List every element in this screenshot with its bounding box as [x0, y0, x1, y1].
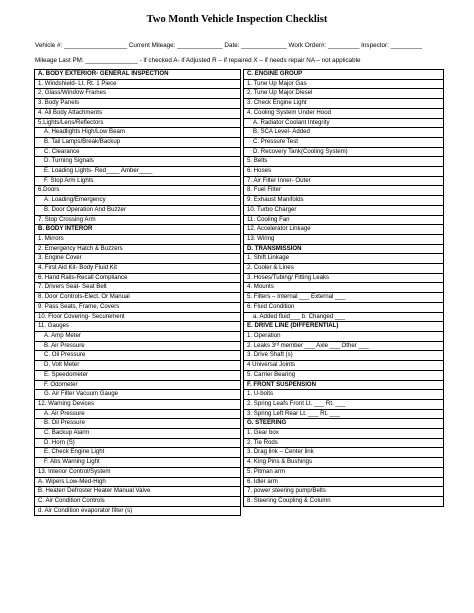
checklist-item: C. Backup Alarm [35, 429, 241, 439]
checklist-row [244, 234, 444, 244]
checklist-item: 1. Gear box [244, 429, 444, 439]
checklist-row [35, 380, 241, 390]
checklist-item: 3. Hoses/Tubing/ Fitting Leaks [244, 273, 444, 283]
checklist-row [244, 458, 444, 468]
checklist-row [244, 331, 444, 341]
checklist-row [244, 351, 444, 361]
checklist-row [35, 302, 241, 312]
section-header-row [244, 380, 444, 390]
checklist-row [244, 254, 444, 264]
checklist-item: A. Amp Meter [35, 331, 241, 341]
checklist-item: F. Odometer [35, 380, 241, 390]
checklist-item: 1. Operation [244, 331, 444, 341]
checklist-item: 12. Warning Devices [35, 399, 241, 409]
checklist-item: 3. Body Panels [35, 99, 241, 109]
checklist-item: 4. All Body Attachments [35, 108, 241, 118]
checklist-item: C. Oil Pressure [35, 351, 241, 361]
checklist-item: 3. Drive Shaft (s) [244, 351, 444, 361]
checklist-row [244, 79, 444, 89]
checklist-row [244, 273, 444, 283]
checklist-item: G. Air Filter Vacuum Gauge [35, 390, 241, 400]
section-header-row [244, 244, 444, 254]
checklist-row [35, 361, 241, 371]
checklist-item: C. Pressure Test [244, 137, 444, 147]
checklist-item: 13. Interior Control/System [35, 467, 241, 477]
checklist-item: E. Loading Lights- Red____ Amber____ [35, 167, 241, 177]
checklist-item: 4. King Pins & Bushings [244, 458, 444, 468]
checklist-row [35, 234, 241, 244]
checklist-row [244, 429, 444, 439]
checklist-item: D. Recovery Tank(Cooling System) [244, 147, 444, 157]
checklist-item: A. Air Pressure [35, 409, 241, 419]
checklist-row [244, 448, 444, 458]
checklist-row [244, 283, 444, 293]
checklist-row [244, 312, 444, 322]
checklist-row [244, 128, 444, 138]
checklist-item: 5. Belts [244, 157, 444, 167]
checklist-row [244, 108, 444, 118]
checklist-item: 1. U-bolts [244, 390, 444, 400]
checklist-item: 4 Universal Joints [244, 361, 444, 371]
checklist-item: 2. Leaks 3ʳᵈ member ___ Axle ___ Other ___ [244, 341, 444, 351]
checklist-row [35, 293, 241, 303]
checklist-row [244, 370, 444, 380]
checklist-row [244, 390, 444, 400]
checklist-item: 8. Fuel Filter [244, 186, 444, 196]
checklist-row [35, 312, 241, 322]
checklist-item: 6. Idler arm [244, 477, 444, 487]
checklist-row [35, 477, 241, 487]
checklist-item: E. Check Engine Light [35, 448, 241, 458]
checklist-row [244, 118, 444, 128]
checklist-row [35, 322, 241, 332]
section-header-row [244, 419, 444, 429]
checklist-row [35, 390, 241, 400]
checklist-row [244, 409, 444, 419]
checklist-item: D. Horn (S) [35, 438, 241, 448]
checklist-item: B. SCA Level- Added [244, 128, 444, 138]
section-header-row [244, 70, 444, 80]
checklist-row [35, 137, 241, 147]
checklist-item: B. Tail Lamps/Break/Backup [35, 137, 241, 147]
checklist-row [244, 264, 444, 274]
checklist-row [35, 409, 241, 419]
section-header-row [244, 322, 444, 332]
checklist-item: 12. Accelerator Linkage [244, 225, 444, 235]
checklist-row [35, 254, 241, 264]
checklist-item: F. Stop Arm Lights [35, 176, 241, 186]
checklist-item: 2. Spring Leafs Front Lt. ___ Rt. ___ [244, 399, 444, 409]
checklist-row [35, 186, 241, 196]
section-header: E. DRIVE LINE (DIFFERENTIAL) [244, 322, 444, 332]
checklist-item: 2. Glass/Window Frames [35, 89, 241, 99]
checklist-item: a. Added fluid___ b. Changed ___ [244, 312, 444, 322]
checklist-row [244, 167, 444, 177]
checklist-item: B. Heater/ Defroster Heater Manual Valve [35, 487, 241, 497]
checklist-item: B. Air Pressure [35, 341, 241, 351]
checklist-row [35, 205, 241, 215]
checklist-row [35, 429, 241, 439]
checklist-item: 4. Cooling System Under Hood [244, 108, 444, 118]
checklist-item: 10. Turbo Charger [244, 205, 444, 215]
checklist-item: 3. Check Engine Light [244, 99, 444, 109]
checklist-row [35, 176, 241, 186]
checklist-item: 7. power steering pump/Belts [244, 487, 444, 497]
checklist-item: d. Air Condition evaporator filter (s) [35, 506, 241, 516]
checklist-row [35, 89, 241, 99]
checklist-row [35, 438, 241, 448]
checklist-row [35, 196, 241, 206]
checklist-item: C. Clearance [35, 147, 241, 157]
checklist-row [35, 448, 241, 458]
checklist-row [35, 264, 241, 274]
checklist-row [244, 89, 444, 99]
checklist-item: 5. Filters – Internal ___ External ___ [244, 293, 444, 303]
checklist-item: 3. Drag link – Center link [244, 448, 444, 458]
checklist-item: B. Door Operation And Buzzer [35, 205, 241, 215]
checklist-row [244, 147, 444, 157]
checklist-item: 1. Mirrors [35, 234, 241, 244]
checklist-row [35, 167, 241, 177]
checklist-item: A. Headlights High/Low Beam [35, 128, 241, 138]
checklist-item: 9. Exhaust Manifolds [244, 196, 444, 206]
checklist-row [35, 341, 241, 351]
checklist-item: E. Speedometer [35, 370, 241, 380]
checklist-row [35, 283, 241, 293]
section-header: G. STEERING [244, 419, 444, 429]
checklist-row [35, 351, 241, 361]
section-header: D. TRANSMISSION [244, 244, 444, 254]
checklist-item: 6. Hand Rails-Recall Compliance [35, 273, 241, 283]
checklist-row [35, 215, 241, 225]
checklist-item: 4. Mounts [244, 283, 444, 293]
checklist-row [35, 157, 241, 167]
checklist-item: 6.Doors [35, 186, 241, 196]
checklist-row [35, 419, 241, 429]
checklist-item: A. Wipers Low-Med-High [35, 477, 241, 487]
checklist-row [244, 215, 444, 225]
checklist-row [244, 496, 444, 506]
checklist-item: D. Volt Meter [35, 361, 241, 371]
right-checklist-table [243, 69, 444, 507]
checklist-item: 2. Emergency Hatch & Buzzers [35, 244, 241, 254]
checklist-item: 1. Shift Linkage [244, 254, 444, 264]
legend-line: Mileage Last PM: _______________ - if checked A- if Adjusted R – if repaired X – if needs repair NA – not applicable [35, 57, 361, 64]
checklist-row [35, 487, 241, 497]
checklist-row [35, 458, 241, 468]
checklist-row [244, 99, 444, 109]
checklist-item: 2. Tune Up Major Diesel [244, 89, 444, 99]
checklist-item: 5. Pitman arm [244, 467, 444, 477]
checklist-row [244, 438, 444, 448]
checklist-row [244, 477, 444, 487]
section-header-row [35, 70, 241, 80]
checklist-row [35, 244, 241, 254]
checklist-row [244, 399, 444, 409]
checklist-row [35, 467, 241, 477]
section-header: B. BODY INTEROR [35, 225, 241, 235]
checklist-row [35, 506, 241, 516]
checklist-row [244, 196, 444, 206]
checklist-row [244, 467, 444, 477]
checklist-item: 5.Lights/Lens/Reflectors [35, 118, 241, 128]
vehicle-info-line: Vehicle #: __________________ Current Mileage: _____________ Date: _____________ Work Order#: _________ Inspector: _________ [35, 42, 423, 49]
checklist-row [244, 137, 444, 147]
section-header: A. BODY EXTERIOR- GENERAL INSPECTION [35, 70, 241, 80]
checklist-item: 7. Air Filter Inner- Outer [244, 176, 444, 186]
checklist-item: 3. Engine Cover [35, 254, 241, 264]
checklist-row [35, 331, 241, 341]
checklist-item: 2. Tie Rods [244, 438, 444, 448]
section-header-row [35, 225, 241, 235]
checklist-item: D. Turning Signals [35, 157, 241, 167]
checklist-row [35, 128, 241, 138]
checklist-item: 8. Door Controls-Elect. Or Manual [35, 293, 241, 303]
checklist-row [244, 302, 444, 312]
checklist-item: 1. Tune Up Major Gas [244, 79, 444, 89]
checklist-row [35, 399, 241, 409]
checklist-row [244, 176, 444, 186]
checklist-row [244, 341, 444, 351]
checklist-row [244, 157, 444, 167]
checklist-row [35, 147, 241, 157]
checklist-row [35, 79, 241, 89]
checklist-item: 6. Hoses [244, 167, 444, 177]
section-header: F. FRONT SUSPENSION [244, 380, 444, 390]
checklist-row [244, 487, 444, 497]
checklist-item: 13. Wiring [244, 234, 444, 244]
checklist-item: 7. Stop Crossing Arm [35, 215, 241, 225]
page-title: Two Month Vehicle Inspection Checklist [146, 14, 328, 25]
checklist-item: F. Abs Warning Light [35, 458, 241, 468]
checklist-row [244, 293, 444, 303]
checklist-item: 10. Floor Covering- Securement [35, 312, 241, 322]
checklist-row [35, 496, 241, 506]
checklist-row [35, 118, 241, 128]
section-header: C. ENGINE GROUP [244, 70, 444, 80]
checklist-row [35, 370, 241, 380]
checklist-row [35, 273, 241, 283]
checklist-item: 4. First Aid Kit- Body Fluid Kit [35, 264, 241, 274]
checklist-row [35, 99, 241, 109]
checklist-item: C. Air Condition Controls [35, 496, 241, 506]
checklist-row [244, 186, 444, 196]
checklist-item: 6. Fluid Condition [244, 302, 444, 312]
checklist-item: A. Loading/Emergency [35, 196, 241, 206]
checklist-item: 11. Gauges [35, 322, 241, 332]
checklist-item: 2. Cooler & Lines [244, 264, 444, 274]
checklist-item: 7. Drivers Seat- Seat Belt [35, 283, 241, 293]
checklist-item: A. Radiator Coolant Integrity [244, 118, 444, 128]
checklist-row [244, 225, 444, 235]
checklist-item: 11. Cooling Fan [244, 215, 444, 225]
checklist-item: 8. Steering Coupling & Column [244, 496, 444, 506]
checklist-row [244, 205, 444, 215]
checklist-row [35, 108, 241, 118]
checklist-item: 1. Windshield- Lt. Rt. 1 Piece [35, 79, 241, 89]
checklist-item: B. Oil Pressure [35, 419, 241, 429]
left-checklist-table [34, 69, 241, 516]
checklist-item: 9. Pass Seats, Frame, Covers [35, 302, 241, 312]
checklist-item: 3. Spring Left Rear Lt. ___ Rt. ___ [244, 409, 444, 419]
checklist-item: 5. Carrier Bearing [244, 370, 444, 380]
checklist-row [244, 361, 444, 371]
